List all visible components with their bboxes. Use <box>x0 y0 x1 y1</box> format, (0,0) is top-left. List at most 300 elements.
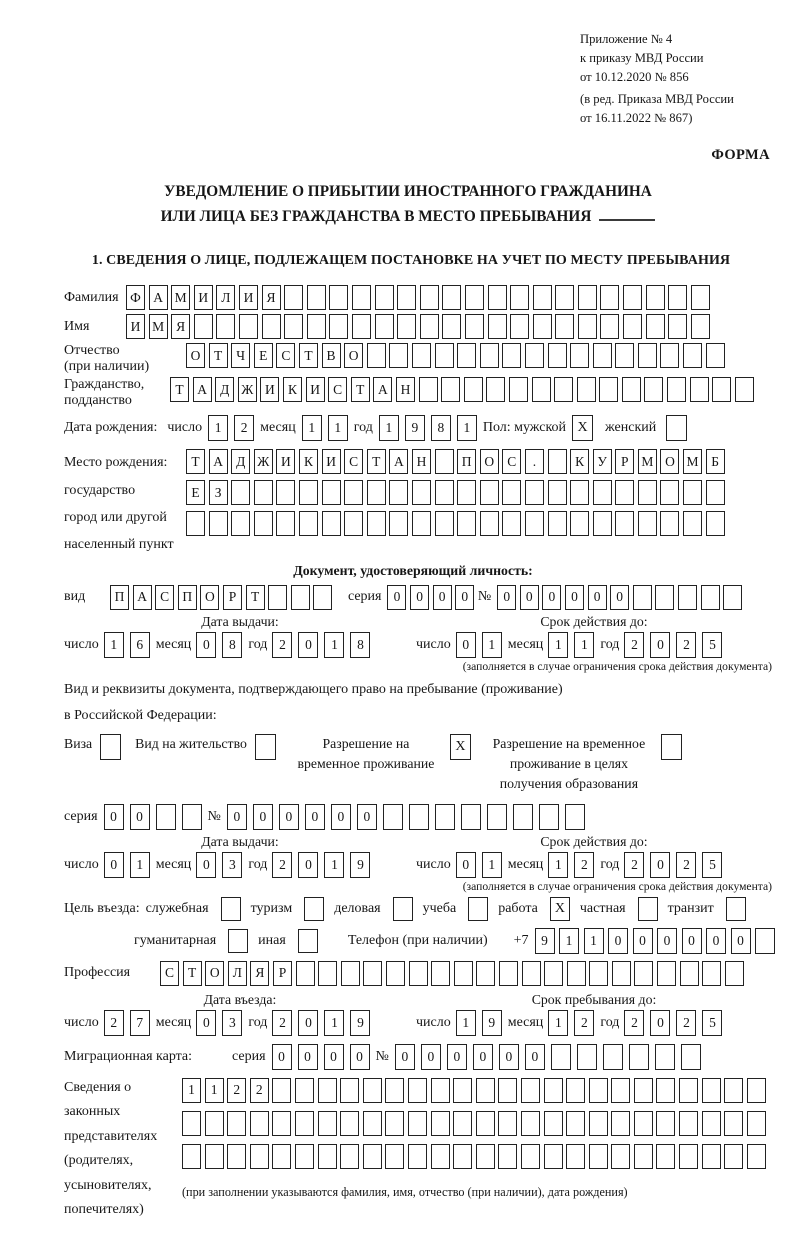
char-cell[interactable] <box>231 511 250 536</box>
char-cell[interactable]: 0 <box>588 585 607 610</box>
char-cell[interactable] <box>747 1078 766 1103</box>
char-cell[interactable] <box>634 1078 653 1103</box>
char-cell[interactable] <box>525 343 544 368</box>
char-cell[interactable] <box>548 343 567 368</box>
char-cell[interactable] <box>701 585 720 610</box>
char-cell[interactable]: Т <box>367 449 386 474</box>
char-cell[interactable] <box>623 285 642 310</box>
char-cell[interactable]: 2 <box>272 632 292 658</box>
char-cell[interactable] <box>272 1111 291 1136</box>
char-cell[interactable]: О <box>480 449 499 474</box>
char-cell[interactable] <box>683 511 702 536</box>
char-cell[interactable] <box>589 1111 608 1136</box>
char-cell[interactable]: С <box>328 377 347 402</box>
char-cell[interactable] <box>344 480 363 505</box>
purpose-other-checkbox[interactable] <box>298 929 318 953</box>
char-cell[interactable]: 0 <box>525 1044 545 1070</box>
char-cell[interactable] <box>409 961 428 986</box>
char-cell[interactable]: И <box>276 449 295 474</box>
char-cell[interactable]: К <box>299 449 318 474</box>
char-cell[interactable]: 0 <box>395 1044 415 1070</box>
char-cell[interactable] <box>600 314 619 339</box>
char-cell[interactable] <box>679 1144 698 1169</box>
char-cell[interactable] <box>633 585 652 610</box>
char-cell[interactable] <box>638 343 657 368</box>
char-cell[interactable] <box>363 961 382 986</box>
char-cell[interactable] <box>593 511 612 536</box>
char-cell[interactable]: 3 <box>222 852 242 878</box>
char-cell[interactable] <box>706 343 725 368</box>
char-cell[interactable] <box>307 314 326 339</box>
char-cell[interactable]: А <box>209 449 228 474</box>
char-cell[interactable] <box>488 285 507 310</box>
char-cell[interactable] <box>476 1111 495 1136</box>
char-cell[interactable] <box>724 1111 743 1136</box>
char-cell[interactable] <box>250 1111 269 1136</box>
char-cell[interactable] <box>272 1144 291 1169</box>
char-cell[interactable] <box>386 961 405 986</box>
char-cell[interactable]: 0 <box>433 585 452 610</box>
char-cell[interactable] <box>702 1144 721 1169</box>
char-cell[interactable]: 0 <box>272 1044 292 1070</box>
char-cell[interactable] <box>227 1144 246 1169</box>
char-cell[interactable]: Я <box>262 285 281 310</box>
char-cell[interactable] <box>276 511 295 536</box>
char-cell[interactable] <box>724 1144 743 1169</box>
char-cell[interactable]: 0 <box>357 804 377 830</box>
char-cell[interactable]: 1 <box>584 928 604 954</box>
char-cell[interactable] <box>577 1044 597 1070</box>
char-cell[interactable] <box>156 804 176 830</box>
char-cell[interactable] <box>250 1144 269 1169</box>
char-cell[interactable]: 2 <box>574 852 594 878</box>
char-cell[interactable]: 9 <box>482 1010 502 1036</box>
char-cell[interactable]: 0 <box>731 928 751 954</box>
char-cell[interactable]: 0 <box>196 1010 216 1036</box>
char-cell[interactable] <box>623 314 642 339</box>
char-cell[interactable] <box>725 961 744 986</box>
char-cell[interactable]: 1 <box>482 632 502 658</box>
char-cell[interactable]: О <box>186 343 205 368</box>
char-cell[interactable]: 0 <box>298 1010 318 1036</box>
char-cell[interactable]: Т <box>183 961 202 986</box>
char-cell[interactable]: Л <box>228 961 247 986</box>
char-cell[interactable]: 1 <box>182 1078 201 1103</box>
char-cell[interactable]: Е <box>186 480 205 505</box>
char-cell[interactable] <box>634 1111 653 1136</box>
char-cell[interactable] <box>593 480 612 505</box>
char-cell[interactable]: 1 <box>548 852 568 878</box>
char-cell[interactable]: 1 <box>379 415 399 441</box>
char-cell[interactable] <box>656 1144 675 1169</box>
char-cell[interactable] <box>313 585 332 610</box>
char-cell[interactable] <box>660 480 679 505</box>
char-cell[interactable] <box>276 480 295 505</box>
char-cell[interactable]: 0 <box>565 585 584 610</box>
char-cell[interactable] <box>340 1111 359 1136</box>
char-cell[interactable] <box>205 1144 224 1169</box>
char-cell[interactable] <box>655 1044 675 1070</box>
char-cell[interactable] <box>498 1144 517 1169</box>
char-cell[interactable] <box>554 377 573 402</box>
char-cell[interactable]: Е <box>254 343 273 368</box>
char-cell[interactable] <box>660 343 679 368</box>
char-cell[interactable]: 0 <box>227 804 247 830</box>
char-cell[interactable]: Т <box>246 585 265 610</box>
char-cell[interactable] <box>629 1044 649 1070</box>
char-cell[interactable]: 0 <box>610 585 629 610</box>
char-cell[interactable]: 0 <box>279 804 299 830</box>
char-cell[interactable]: 0 <box>682 928 702 954</box>
char-cell[interactable] <box>567 961 586 986</box>
char-cell[interactable] <box>735 377 754 402</box>
char-cell[interactable] <box>408 1144 427 1169</box>
char-cell[interactable] <box>679 1111 698 1136</box>
char-cell[interactable]: 0 <box>473 1044 493 1070</box>
char-cell[interactable]: 8 <box>431 415 451 441</box>
char-cell[interactable]: Я <box>171 314 190 339</box>
char-cell[interactable]: З <box>209 480 228 505</box>
char-cell[interactable] <box>284 285 303 310</box>
char-cell[interactable]: 1 <box>548 632 568 658</box>
purpose-tourism-checkbox[interactable] <box>304 897 324 921</box>
char-cell[interactable] <box>668 285 687 310</box>
char-cell[interactable] <box>521 1078 540 1103</box>
char-cell[interactable]: М <box>149 314 168 339</box>
char-cell[interactable]: 0 <box>298 1044 318 1070</box>
char-cell[interactable] <box>723 585 742 610</box>
char-cell[interactable] <box>318 1111 337 1136</box>
char-cell[interactable] <box>638 480 657 505</box>
char-cell[interactable] <box>262 314 281 339</box>
char-cell[interactable]: Р <box>273 961 292 986</box>
char-cell[interactable] <box>216 314 235 339</box>
char-cell[interactable]: 0 <box>350 1044 370 1070</box>
char-cell[interactable] <box>182 804 202 830</box>
char-cell[interactable] <box>442 314 461 339</box>
char-cell[interactable]: 0 <box>650 1010 670 1036</box>
char-cell[interactable]: С <box>502 449 521 474</box>
char-cell[interactable] <box>397 314 416 339</box>
char-cell[interactable]: 1 <box>205 1078 224 1103</box>
char-cell[interactable]: Ж <box>254 449 273 474</box>
char-cell[interactable] <box>227 1111 246 1136</box>
char-cell[interactable] <box>435 480 454 505</box>
char-cell[interactable]: 8 <box>350 632 370 658</box>
char-cell[interactable] <box>182 1144 201 1169</box>
char-cell[interactable]: О <box>205 961 224 986</box>
char-cell[interactable] <box>435 449 454 474</box>
char-cell[interactable]: Д <box>231 449 250 474</box>
char-cell[interactable] <box>363 1078 382 1103</box>
char-cell[interactable] <box>318 961 337 986</box>
char-cell[interactable]: 0 <box>196 632 216 658</box>
char-cell[interactable]: 8 <box>222 632 242 658</box>
char-cell[interactable]: Ч <box>231 343 250 368</box>
char-cell[interactable]: 0 <box>410 585 429 610</box>
char-cell[interactable] <box>679 1078 698 1103</box>
char-cell[interactable] <box>589 1078 608 1103</box>
char-cell[interactable] <box>502 343 521 368</box>
char-cell[interactable] <box>254 480 273 505</box>
char-cell[interactable] <box>352 314 371 339</box>
char-cell[interactable] <box>397 285 416 310</box>
char-cell[interactable]: С <box>155 585 174 610</box>
char-cell[interactable] <box>442 285 461 310</box>
purpose-humanitarian-checkbox[interactable] <box>228 929 248 953</box>
char-cell[interactable]: 0 <box>387 585 406 610</box>
char-cell[interactable] <box>476 1144 495 1169</box>
char-cell[interactable]: 0 <box>104 852 124 878</box>
char-cell[interactable] <box>419 377 438 402</box>
char-cell[interactable]: С <box>160 961 179 986</box>
char-cell[interactable]: 9 <box>350 852 370 878</box>
char-cell[interactable] <box>441 377 460 402</box>
char-cell[interactable] <box>615 511 634 536</box>
char-cell[interactable]: Д <box>215 377 234 402</box>
char-cell[interactable] <box>680 961 699 986</box>
char-cell[interactable] <box>465 285 484 310</box>
char-cell[interactable] <box>548 480 567 505</box>
visa-checkbox[interactable] <box>100 734 121 760</box>
char-cell[interactable] <box>611 1078 630 1103</box>
char-cell[interactable]: 2 <box>676 852 696 878</box>
char-cell[interactable]: 2 <box>104 1010 124 1036</box>
char-cell[interactable] <box>533 285 552 310</box>
char-cell[interactable] <box>318 1078 337 1103</box>
char-cell[interactable] <box>555 314 574 339</box>
char-cell[interactable]: 2 <box>272 852 292 878</box>
char-cell[interactable]: Т <box>299 343 318 368</box>
char-cell[interactable] <box>480 343 499 368</box>
char-cell[interactable]: 6 <box>130 632 150 658</box>
char-cell[interactable]: 1 <box>548 1010 568 1036</box>
char-cell[interactable] <box>702 961 721 986</box>
char-cell[interactable] <box>593 343 612 368</box>
char-cell[interactable] <box>254 511 273 536</box>
char-cell[interactable]: О <box>200 585 219 610</box>
char-cell[interactable]: Ф <box>126 285 145 310</box>
char-cell[interactable] <box>578 314 597 339</box>
char-cell[interactable] <box>385 1111 404 1136</box>
char-cell[interactable]: М <box>683 449 702 474</box>
char-cell[interactable] <box>638 511 657 536</box>
char-cell[interactable] <box>367 511 386 536</box>
char-cell[interactable]: И <box>260 377 279 402</box>
char-cell[interactable] <box>435 511 454 536</box>
char-cell[interactable] <box>412 480 431 505</box>
char-cell[interactable] <box>644 377 663 402</box>
char-cell[interactable] <box>412 343 431 368</box>
char-cell[interactable] <box>510 285 529 310</box>
char-cell[interactable]: 1 <box>324 1010 344 1036</box>
char-cell[interactable] <box>488 314 507 339</box>
char-cell[interactable] <box>577 377 596 402</box>
char-cell[interactable] <box>318 1144 337 1169</box>
char-cell[interactable] <box>702 1078 721 1103</box>
char-cell[interactable]: 0 <box>196 852 216 878</box>
char-cell[interactable] <box>363 1111 382 1136</box>
char-cell[interactable] <box>268 585 287 610</box>
char-cell[interactable] <box>389 511 408 536</box>
char-cell[interactable]: 0 <box>633 928 653 954</box>
sex-male-checkbox[interactable]: X <box>572 415 593 441</box>
char-cell[interactable] <box>702 1111 721 1136</box>
char-cell[interactable] <box>544 1111 563 1136</box>
char-cell[interactable] <box>340 1078 359 1103</box>
char-cell[interactable]: 0 <box>455 585 474 610</box>
char-cell[interactable]: 0 <box>331 804 351 830</box>
char-cell[interactable] <box>408 1078 427 1103</box>
char-cell[interactable] <box>510 314 529 339</box>
char-cell[interactable]: 1 <box>130 852 150 878</box>
char-cell[interactable]: 2 <box>624 1010 644 1036</box>
char-cell[interactable] <box>706 480 725 505</box>
char-cell[interactable] <box>307 285 326 310</box>
char-cell[interactable] <box>525 480 544 505</box>
purpose-work-checkbox[interactable]: X <box>550 897 570 921</box>
char-cell[interactable] <box>453 1078 472 1103</box>
char-cell[interactable] <box>656 1111 675 1136</box>
char-cell[interactable] <box>521 1144 540 1169</box>
char-cell[interactable]: А <box>193 377 212 402</box>
char-cell[interactable] <box>389 343 408 368</box>
char-cell[interactable] <box>502 480 521 505</box>
char-cell[interactable]: 2 <box>624 852 644 878</box>
char-cell[interactable] <box>182 1111 201 1136</box>
char-cell[interactable] <box>435 343 454 368</box>
char-cell[interactable] <box>646 314 665 339</box>
char-cell[interactable] <box>600 285 619 310</box>
temp-permit-edu-checkbox[interactable] <box>661 734 682 760</box>
char-cell[interactable] <box>389 480 408 505</box>
char-cell[interactable] <box>486 377 505 402</box>
char-cell[interactable] <box>296 961 315 986</box>
char-cell[interactable]: Ж <box>238 377 257 402</box>
char-cell[interactable] <box>660 511 679 536</box>
char-cell[interactable]: 5 <box>702 852 722 878</box>
char-cell[interactable] <box>205 1111 224 1136</box>
char-cell[interactable]: С <box>344 449 363 474</box>
char-cell[interactable] <box>476 961 495 986</box>
char-cell[interactable] <box>690 377 709 402</box>
char-cell[interactable] <box>634 1144 653 1169</box>
char-cell[interactable] <box>578 285 597 310</box>
char-cell[interactable] <box>678 585 697 610</box>
char-cell[interactable]: 1 <box>324 852 344 878</box>
char-cell[interactable] <box>502 511 521 536</box>
char-cell[interactable]: 0 <box>253 804 273 830</box>
char-cell[interactable]: 2 <box>676 632 696 658</box>
char-cell[interactable] <box>464 377 483 402</box>
char-cell[interactable] <box>589 961 608 986</box>
char-cell[interactable]: 7 <box>130 1010 150 1036</box>
char-cell[interactable] <box>612 961 631 986</box>
char-cell[interactable]: 2 <box>234 415 254 441</box>
char-cell[interactable] <box>341 961 360 986</box>
char-cell[interactable] <box>668 314 687 339</box>
char-cell[interactable] <box>352 285 371 310</box>
char-cell[interactable] <box>498 1111 517 1136</box>
char-cell[interactable]: 5 <box>702 1010 722 1036</box>
char-cell[interactable] <box>691 285 710 310</box>
char-cell[interactable]: 0 <box>542 585 561 610</box>
char-cell[interactable]: П <box>457 449 476 474</box>
char-cell[interactable]: 3 <box>222 1010 242 1036</box>
char-cell[interactable] <box>522 961 541 986</box>
char-cell[interactable] <box>487 804 507 830</box>
temp-permit-checkbox[interactable]: X <box>450 734 471 760</box>
char-cell[interactable] <box>231 480 250 505</box>
char-cell[interactable]: К <box>570 449 589 474</box>
char-cell[interactable] <box>634 961 653 986</box>
char-cell[interactable] <box>712 377 731 402</box>
char-cell[interactable]: 5 <box>702 632 722 658</box>
char-cell[interactable] <box>755 928 775 954</box>
char-cell[interactable]: 1 <box>208 415 228 441</box>
char-cell[interactable]: 0 <box>456 852 476 878</box>
char-cell[interactable]: 1 <box>104 632 124 658</box>
char-cell[interactable]: 2 <box>574 1010 594 1036</box>
char-cell[interactable] <box>385 1078 404 1103</box>
char-cell[interactable]: 0 <box>130 804 150 830</box>
char-cell[interactable]: Т <box>209 343 228 368</box>
char-cell[interactable]: И <box>306 377 325 402</box>
purpose-official-checkbox[interactable] <box>221 897 241 921</box>
purpose-business-checkbox[interactable] <box>393 897 413 921</box>
char-cell[interactable] <box>322 511 341 536</box>
char-cell[interactable]: 0 <box>305 804 325 830</box>
char-cell[interactable]: 0 <box>520 585 539 610</box>
char-cell[interactable]: 9 <box>405 415 425 441</box>
char-cell[interactable] <box>408 1111 427 1136</box>
char-cell[interactable] <box>340 1144 359 1169</box>
char-cell[interactable]: 0 <box>608 928 628 954</box>
char-cell[interactable] <box>566 1111 585 1136</box>
char-cell[interactable] <box>521 1111 540 1136</box>
char-cell[interactable]: О <box>344 343 363 368</box>
char-cell[interactable] <box>295 1078 314 1103</box>
char-cell[interactable] <box>539 804 559 830</box>
char-cell[interactable] <box>409 804 429 830</box>
char-cell[interactable] <box>724 1078 743 1103</box>
char-cell[interactable]: О <box>660 449 679 474</box>
char-cell[interactable] <box>566 1078 585 1103</box>
char-cell[interactable] <box>747 1144 766 1169</box>
char-cell[interactable] <box>367 480 386 505</box>
char-cell[interactable]: 0 <box>298 852 318 878</box>
sex-female-checkbox[interactable] <box>666 415 687 441</box>
char-cell[interactable] <box>435 804 455 830</box>
char-cell[interactable]: И <box>194 285 213 310</box>
char-cell[interactable] <box>420 285 439 310</box>
char-cell[interactable] <box>622 377 641 402</box>
char-cell[interactable] <box>453 1111 472 1136</box>
char-cell[interactable] <box>476 1078 495 1103</box>
char-cell[interactable] <box>565 804 585 830</box>
purpose-study-checkbox[interactable] <box>468 897 488 921</box>
char-cell[interactable] <box>691 314 710 339</box>
char-cell[interactable] <box>367 343 386 368</box>
char-cell[interactable] <box>667 377 686 402</box>
char-cell[interactable] <box>544 1144 563 1169</box>
char-cell[interactable] <box>570 343 589 368</box>
char-cell[interactable] <box>295 1144 314 1169</box>
char-cell[interactable] <box>385 1144 404 1169</box>
char-cell[interactable]: 1 <box>324 632 344 658</box>
char-cell[interactable]: 2 <box>676 1010 696 1036</box>
char-cell[interactable] <box>412 511 431 536</box>
